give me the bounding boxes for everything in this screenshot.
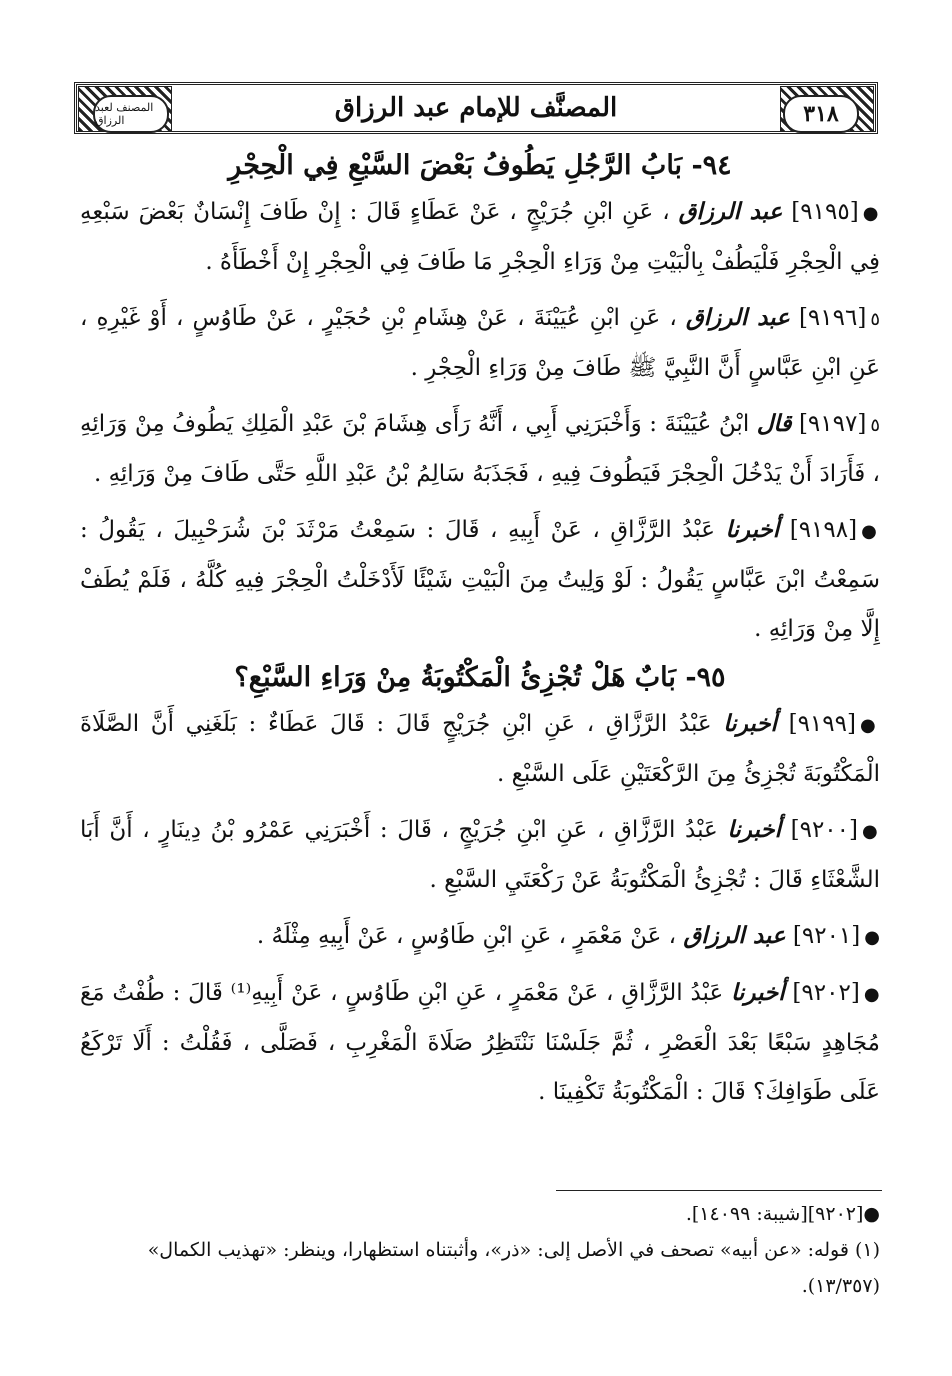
takhrij-note: ●[٩٢٠٢][شيبة: ١٤٠٩٩].	[685, 1203, 880, 1225]
entry-text: عَبْدُ الرَّزَّاقِ ، عَنْ مَعْمَرٍ ، عَنِ ابْنِ طَاوُسٍ ، عَنْ أَبِيهِ⁽¹⁾ قَالَ : طُفْتُ مَعَ مُجَاهِدٍ سَبْعًا بَعْدَ الْعَصْرِ ، ثُمَّ جَلَسْنَا نَنْتَظِرُ صَلَاةَ الْمَغْرِبِ ، فَصَلَّى ، فَقُلْتُ : أَلَا تَرْكَعُ عَلَى طَوَافِكَ؟ قَالَ : الْمَكْتُوبَةُ تَكْفِينَا .	[80, 980, 880, 1105]
entry-marker: ●	[864, 927, 880, 948]
entry-number: [٩١٩٨]	[789, 517, 858, 543]
footnote-separator	[556, 1190, 882, 1191]
entry-text: عَبْدُ الرَّزَّاقِ ، عَنِ ابْنِ جُرَيْجٍ ، قَالَ : أَخْبَرَنِي عَمْرُو بْنُ دِينَارٍ ، أَنَّ أَبَا الشَّعْثَاءِ قَالَ : تُجْزِئُ الْمَكْتُوبَةُ عَنْ رَكْعَتَيِ السَّبْعِ .	[80, 817, 880, 893]
entry-text: ، عَنْ مَعْمَرٍ ، عَنِ ابْنِ طَاوُسٍ ، عَنْ أَبِيهِ مِثْلَهُ .	[256, 923, 677, 949]
entry-marker: ●	[863, 984, 880, 1005]
entry-source: أخبرنا	[723, 710, 777, 737]
entry-text: ، عَنِ ابْنِ جُرَيْجٍ ، عَنْ عَطَاءٍ قَالَ : إِنْ طَافَ إِنْسَانٌ بَعْضَ سَبْعِهِ فِي الْحِجْرِ فَلْيَطُفْ بِالْبَيْتِ مِنْ وَرَاءِ الْحِجْرِ مَا طَافَ فِي الْحِجْرِ إِنْ أَخْطَأَهُ .	[80, 199, 880, 275]
entry-source: عبد الرزاق	[685, 304, 790, 331]
entry-number: [٩٢٠١]	[792, 923, 861, 949]
book-emblem: المصنف لعبد الرزاق	[93, 95, 169, 133]
entry-marker: ٥	[870, 415, 880, 436]
entry-number: [٩١٩٧]	[798, 411, 867, 437]
entry-text: عَبْدُ الرَّزَّاقِ ، عَنِ ابْنِ جُرَيْجٍ قَالَ : قَالَ عَطَاءٌ : بَلَغَنِي أَنَّ الصَّلَاةَ الْمَكْتُوبَةَ تُجْزِئُ مِنَ الرَّكْعَتَيْنِ عَلَى السَّبْعِ .	[80, 711, 880, 787]
section-heading-95: ٩٥- بَابٌ هَلْ تُجْزِئُ الْمَكْتُوبَةُ مِنْ وَرَاءِ السَّبْعِ؟	[234, 662, 726, 693]
hadith-entry-9199	[80, 699, 880, 799]
entry-marker: ●	[861, 521, 881, 542]
entry-text: ابْنُ عُيَيْنَةَ : وَأَخْبَرَنِي أَبِي ، أَنَّهُ رَأَى هِشَامَ بْنَ عَبْدِ الْمَلِكِ يَطُوفُ مِنْ وَرَائِهِ ، فَأَرَادَ أَنْ يَدْخُلَ الْحِجْرَ فَيَطُوفَ فِيهِ ، فَجَذَبَهُ سَالِمُ بْنُ عَبْدِ اللَّهِ حَتَّى طَافَ مِنْ وَرَائِهِ .	[80, 411, 880, 487]
entry-source: عبد الرزاق	[683, 922, 786, 949]
entry-marker: ٥	[870, 309, 880, 330]
hadith-entry-9198	[80, 505, 880, 654]
entry-source: أخبرنا	[727, 816, 782, 843]
footnote-1: (١) قوله: «عن أبيه» تصحف في الأصل إلى: «ذر»، وأثبتناه استظهارا، وينظر: «تهذيب الكمال» (١٣/٣٥٧).	[147, 1239, 880, 1297]
page-content	[80, 150, 880, 1117]
entry-source: عبد الرزاق	[678, 198, 783, 225]
entry-number: [٩٢٠٠]	[790, 817, 858, 843]
ornament-left	[78, 86, 172, 132]
page-number: ٣١٨	[783, 95, 859, 133]
entry-source: قال	[756, 410, 792, 437]
ornament-right	[780, 86, 874, 132]
entry-number: [٩١٩٥]	[791, 199, 859, 225]
footnotes	[80, 1196, 880, 1304]
entry-text: ، عَنِ ابْنِ عُيَيْنَةَ ، عَنْ هِشَامِ بْنِ حُجَيْرٍ ، عَنْ طَاوُسٍ ، أَوْ غَيْرِهِ ، عَنِ ابْنِ عَبَّاسٍ أَنَّ النَّبِيَّ ﷺ طَافَ مِنْ وَرَاءِ الْحِجْرِ .	[80, 305, 880, 381]
section-heading-94: ٩٤- بَابُ الرَّجُلِ يَطُوفُ بَعْضَ السَّبْعِ فِي الْحِجْرِ	[228, 150, 732, 181]
hadith-entry-9195	[80, 187, 880, 287]
hadith-entry-9200	[80, 805, 880, 905]
entry-number: [٩٢٠٢]	[792, 980, 860, 1006]
entry-marker: ●	[859, 715, 881, 736]
hadith-entry-9201	[80, 911, 880, 962]
entry-text: عَبْدُ الرَّزَّاقِ ، عَنْ أَبِيهِ ، قَالَ : سَمِعْتُ مَرْثَدَ بْنَ شُرَحْبِيلَ ، يَقُولُ : سَمِعْتُ ابْنَ عَبَّاسٍ يَقُولُ : لَوْ وَلِيتُ مِنَ الْبَيْتِ شَيْئًا لَأَدْخَلْتُ الْحِجْرَ فِيهِ كُلَّهُ ، فَلَمْ يُطَفْ إِلَّا مِنْ وَرَائِهِ .	[80, 517, 880, 642]
page-header	[74, 82, 878, 134]
hadith-entry-9197	[80, 399, 880, 499]
entry-number: [٩١٩٦]	[798, 305, 867, 331]
book-title: المصنَّف للإمام عبد الرزاق	[334, 93, 618, 123]
entry-marker: ●	[862, 821, 880, 842]
hadith-entry-9202	[80, 968, 880, 1117]
entry-number: [٩١٩٩]	[788, 711, 856, 737]
entry-source: أخبرنا	[730, 979, 785, 1006]
entry-marker: ●	[862, 203, 881, 224]
entry-source: أخبرنا	[725, 516, 780, 543]
hadith-entry-9196	[80, 293, 880, 393]
